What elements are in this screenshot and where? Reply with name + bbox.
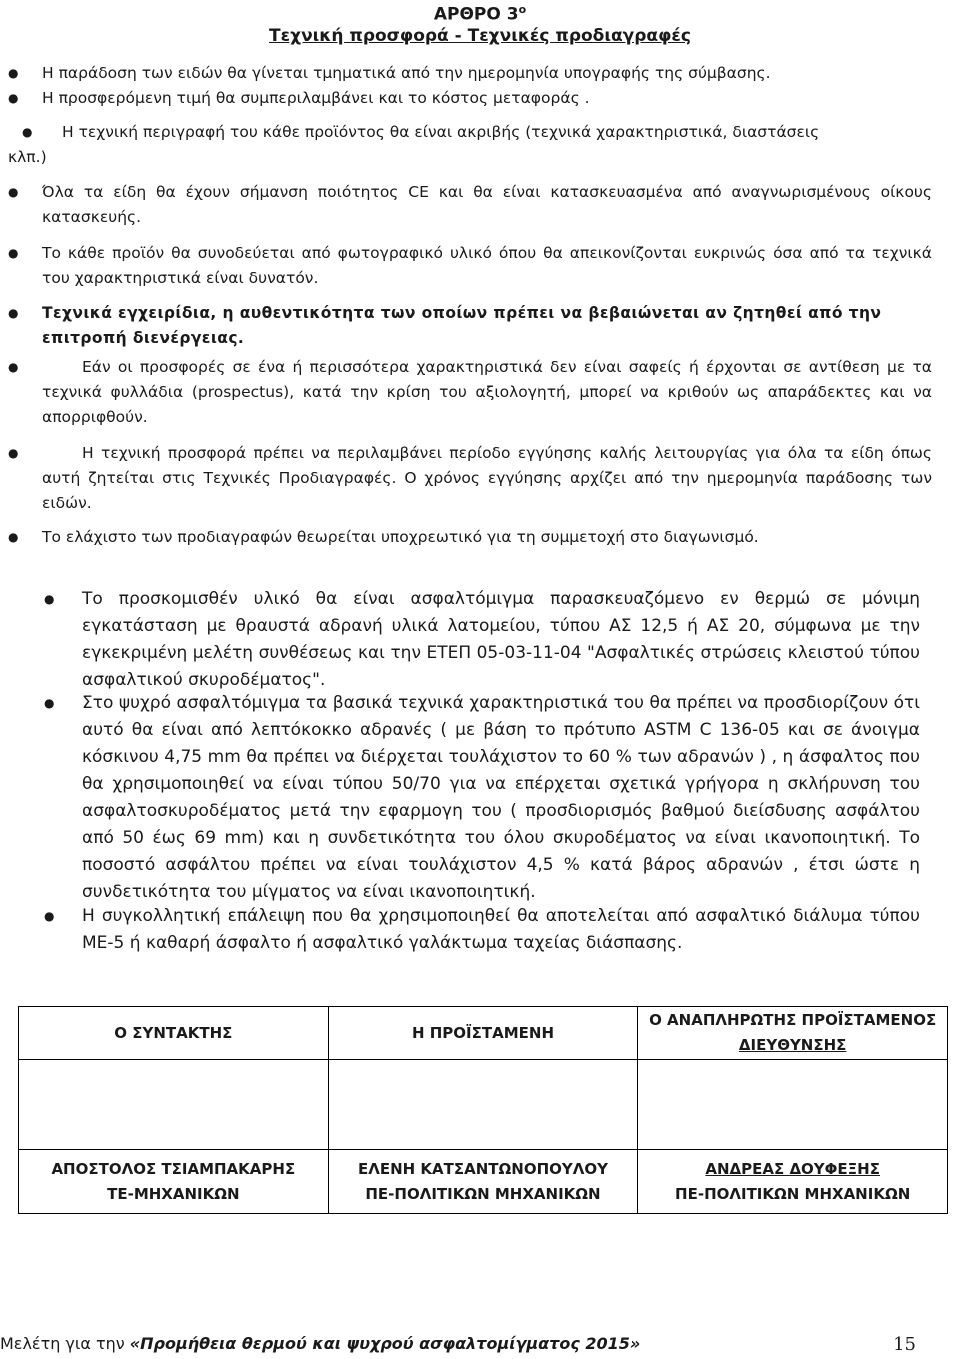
role-deputy-line2: ΔΙΕΥΘΥΝΣΗΣ	[738, 1036, 847, 1054]
footer-project-title: «Προμήθεια θερμού και ψυχρού ασφαλτομίγματος 2015»	[129, 1334, 641, 1353]
signatory-name: ΕΛΕΝΗ ΚΑΤΣΑΝΤΩΝΟΠΟΥΛΟΥ	[357, 1159, 608, 1178]
bullet-item-bold: Τεχνικά εγχειρίδια, η αυθεντικότητα των οποίων πρέπει να βεβαιώνεται αν ζητηθεί από την επιτροπή διενέργειας.	[42, 304, 882, 347]
material-paragraph: Στο ψυχρό ασφαλτόμιγμα τα βασικά τεχνικά χαρακτηριστικά του θα πρέπει να προσδιορίζουν ότι αυτό θα είναι από λεπτόκοκκο αδρανές ( με βάση το πρότυπο ASTM C 136-05 και σε άνοιγμα κόσκινου 4,75 mm θα πρέπει να διέρχεται τουλάχιστον το 60 % των αδρανών ) , η άσφαλτος που θα χρησιμοποιηθεί να είναι τύπου 50/70 για να επέρχεται σχετικά γρήγορα η σκλήρυνση του ασφαλτοσκυροδέματος μετά την εφαρμογη του ( προσδιορισμός βαθμού διείσδυσης ασφάλτου από 50 έως 69 mm) και η συνδετικότητα του όλου σκυροδέματος να είναι ικανοποιητική. Το ποσοστό ασφάλτου πρέπει να είναι τουλάχιστον 4,5 % κατά βάρος αδρανών , έτσι ώστε η συνδετικότητα του μίγματος να είναι ικανοποιητική.	[82, 693, 920, 902]
bullet-dot: ●	[44, 909, 55, 923]
bullet-item: Η τεχνική περιγραφή του κάθε προϊόντος θα είναι ακριβής (τεχνικά χαρακτηριστικά, διαστάσεις	[62, 123, 820, 141]
signature-space	[19, 1060, 329, 1150]
bullet-dot: ●	[44, 592, 55, 606]
signatory-cell	[638, 1150, 948, 1214]
material-paragraph: Το προσκομισθέν υλικό θα είναι ασφαλτόμιγμα παρασκευαζόμενο εν θερμώ σε μόνιμη εγκατάσταση με θραυστά αδρανή υλικά λατομείου, τύπου ΑΣ 12,5 ή ΑΣ 20, σύμφωνα με την εγκεκριμένη μελέτη συνθέσεως και την ΕΤΕΠ 05-03-11-04 "Ασφαλτικές στρώσεις κλειστού τύπου ασφαλτικού σκυροδέματος".	[82, 589, 920, 690]
bullet-dot: ●	[8, 306, 19, 320]
bullet-dot: ●	[8, 530, 19, 544]
footer-text	[0, 1334, 640, 1353]
signatory-title: ΠΕ-ΠΟΛΙΤΙΚΩΝ ΜΗΧΑΝΙΚΩΝ	[365, 1184, 601, 1203]
role-deputy-line1: Ο ΑΝΑΠΛΗΡΩΤΗΣ ΠΡΟΪΣΤΑΜΕΝΟΣ	[649, 1011, 937, 1029]
bullet-dot: ●	[8, 360, 19, 374]
signatory-cell	[19, 1150, 329, 1214]
bullet-item: Η προσφερόμενη τιμή θα συμπεριλαμβάνει και το κόστος μεταφοράς .	[42, 89, 590, 107]
signature-roles-row	[19, 1007, 948, 1060]
bullet-item-continuation: κλπ.)	[8, 148, 47, 166]
material-paragraph: Η συγκολλητική επάλειψη που θα χρησιμοποιηθεί θα αποτελείται από ασφαλτικό διάλυμα τύπου ΜΕ-5 ή καθαρή άσφαλτο ή ασφαλτικό γαλάκτωμα ταχείας διάσπασης.	[82, 906, 920, 953]
bullet-item: Εάν οι προσφορές σε ένα ή περισσότερα χαρακτηριστικά δεν είναι σαφείς ή έρχονται σε αντίθεση με τα τεχνικά φυλλάδια (prospectus), κατά την κρίση του αξιολογητή, μπορεί να κριθούν ως απαράδεκτες και να απορριφθούν.	[42, 358, 932, 426]
bullet-dot: ●	[22, 125, 33, 139]
signatory-cell	[328, 1150, 638, 1214]
bullet-item: Το κάθε προϊόν θα συνοδεύεται από φωτογραφικό υλικό όπου θα απεικονίζονται ευκρινώς όσα από τα τεχνικά του χαρακτηριστικά είναι δυνατόν.	[42, 244, 932, 287]
article-heading: ΑΡΘΡΟ $3^o$	[433, 3, 527, 25]
page-number: 15	[893, 1334, 916, 1355]
role-author: Ο ΣΥΝΤΑΚΤΗΣ	[19, 1007, 329, 1060]
bullet-dot: ●	[8, 246, 19, 260]
bullet-item: Όλα τα είδη θα έχουν σήμανση ποιότητος CE και θα είναι κατασκευασμένα από αναγνωρισμένους οίκους κατασκευής.	[42, 183, 932, 226]
article-subtitle: Τεχνική προσφορά - Τεχνικές προδιαγραφές	[269, 26, 691, 46]
bullet-dot: ●	[8, 91, 19, 105]
signatory-title: ΠΕ-ΠΟΛΙΤΙΚΩΝ ΜΗΧΑΝΙΚΩΝ	[675, 1184, 911, 1203]
bullet-dot: ●	[8, 446, 19, 460]
role-deputy-director	[638, 1007, 948, 1060]
role-head: Η ΠΡΟΪΣΤΑΜΕΝΗ	[328, 1007, 638, 1060]
bullet-item: Η τεχνική προσφορά πρέπει να περιλαμβάνει περίοδο εγγύησης καλής λειτουργίας για όλα τα είδη όπως αυτή ζητείται στις Τεχνικές Προδιαγραφές. Ο χρόνος εγγύησης αρχίζει από την ημερομηνία παράδοσης των ειδών.	[42, 444, 932, 512]
bullet-item: Το ελάχιστο των προδιαγραφών θεωρείται υποχρεωτικό για τη συμμετοχή στο διαγωνισμό.	[42, 528, 759, 546]
signatory-title: ΤΕ-ΜΗΧΑΝΙΚΩΝ	[107, 1184, 240, 1203]
signature-space	[328, 1060, 638, 1150]
bullet-dot: ●	[8, 66, 19, 80]
signatory-name: ΑΠΟΣΤΟΛΟΣ ΤΣΙΑΜΠΑΚΑΡΗΣ	[51, 1159, 296, 1178]
signature-names-row	[19, 1150, 948, 1214]
signatures-table	[18, 1006, 948, 1214]
bullet-dot: ●	[44, 696, 55, 710]
footer-prefix: Μελέτη για την	[0, 1334, 125, 1353]
signatory-name: ΑΝΔΡΕΑΣ ΔΟΥΦΕΞΗΣ	[705, 1159, 880, 1178]
signature-space	[638, 1060, 948, 1150]
bullet-item: Η παράδοση των ειδών θα γίνεται τμηματικά από την ημερομηνία υπογραφής της σύμβασης.	[42, 64, 771, 82]
bullet-dot: ●	[8, 185, 19, 199]
signature-space-row	[19, 1060, 948, 1150]
article-superscript: ο	[518, 3, 527, 16]
